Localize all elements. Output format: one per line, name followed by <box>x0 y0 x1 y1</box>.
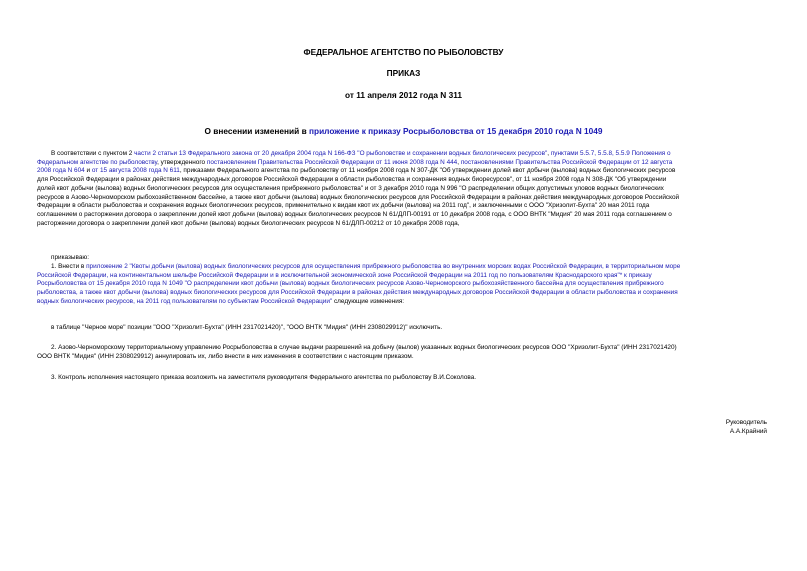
text-run: следующие изменения: <box>332 297 405 305</box>
text-run: 1. Внести в <box>51 263 87 270</box>
text-run: , <box>547 150 551 157</box>
text-run: В соответствии с пунктом 2 <box>51 150 135 157</box>
document-date-number: от 11 апреля 2012 года N 311 <box>345 90 462 100</box>
order-word: приказываю: <box>51 254 89 261</box>
government-resolution-link[interactable]: постановлением Правительства Российской Федерации от 11 июня 2008 года N 444 <box>206 158 458 166</box>
text-run: , утвержденного <box>157 158 207 166</box>
preamble-line <box>37 150 807 159</box>
item-2-paragraph <box>37 344 807 361</box>
preamble-line: Федерации в области рыболовства и сохранения водных биологических ресурсов, применительно к видам квот их добычи (вылова) на 2011 год", и заключенными с ООО "Хризолит-Бухта" 20 мая 2011 года <box>37 202 650 210</box>
text-run: , <box>457 158 461 166</box>
item-1-line[interactable]: рыболовства, а также квот добычи (вылова) водных биологических ресурсов для Российской Федерации в районах действия международных договоров Российской Федерации в области рыболовства и сохранения <box>37 289 678 297</box>
resolution-611-link[interactable]: от 15 августа 2008 года N 611 <box>91 167 180 175</box>
subject-link[interactable]: приложение к приказу Росрыболовства от 15 декабря 2010 года N 1049 <box>308 126 603 136</box>
appendix-title-end-link[interactable]: водных биологических ресурсов, на 2011 год пользователям по субъектам Российской Федерации" <box>37 297 333 305</box>
document-subject <box>0 126 807 136</box>
item-1-change: в таблице "Черное море" позиции "ООО "Хризолит-Бухта" (ИНН 2317021420)", "ООО ВНТК "Мидия" (ИНН 2308029912)" исключить. <box>51 324 443 331</box>
item-1-line <box>37 298 807 307</box>
document-type: ПРИКАЗ <box>386 68 421 78</box>
item-2-line: 2. Азово-Черноморскому территориальному управлению Росрыболовства в случае выдачи разрешений на добычу (вылов) указанных водных биологических ресурсов ООО "Хризолит-Бухта" (ИНН 2317021420) <box>51 344 677 351</box>
signatory-title: Руководитель <box>725 419 767 426</box>
item-1-paragraph <box>37 263 807 307</box>
item-1-line[interactable]: Российской Федерации, на континентальном шельфе Российской Федерации и в исключительной экономической зоне Российской Федерации на 2011 год по пользователям Краснодарского края"* к приказу <box>37 271 652 279</box>
preamble-line: долей квот добычи (вылова) водных биологических ресурсов для осуществления прибрежного рыболовства" и от 3 декабря 2010 года N 996 "О распределении общих допустимых уловов водных биологических <box>37 184 664 192</box>
preamble-line: расторжении договора о закреплении долей квот добычи (вылова) водных биологических ресурсов N 61/ДЛП-00212 от 10 декабря 2008 года, <box>37 219 460 227</box>
resolution-604-link[interactable]: 2008 года N 604 <box>37 167 85 175</box>
item-1-line <box>37 263 807 272</box>
item-1-line[interactable]: Росрыболовства от 15 декабря 2010 года N 1049 "О распределении квот добычи (вылова) водных биологических ресурсов Азово-Черноморского рыбохозяйственного бассейна для осуществления прибрежного <box>37 280 664 288</box>
regulation-points-link[interactable]: пунктами 5.5.7, 5.5.8, 5.5.9 Положения о <box>550 150 671 157</box>
government-resolutions-link[interactable]: постановлениями Правительства Российской Федерации от 12 августа <box>460 158 673 166</box>
agency-title: ФЕДЕРАЛЬНОЕ АГЕНТСТВО ПО РЫБОЛОВСТВУ <box>303 47 504 57</box>
appendix-2-link[interactable]: приложение 2 "Квоты добычи (вылова) водных биологических ресурсов для осуществления прибрежного рыболовства во внутренних морских водах Российской Федерации, в территориальном море <box>86 263 681 270</box>
item-2-line: ООО ВНТК "Мидия" (ИНН 2308029912) аннулировать их, либо внести в них изменения в соответствии с настоящим приказом. <box>37 352 414 360</box>
item-3-paragraph: 3. Контроль исполнения настоящего приказа возложить на заместителя руководителя Федерального агентства по рыболовству В.И.Соколова. <box>51 374 477 381</box>
preamble-line <box>37 167 807 176</box>
preamble-line: ресурсов в Азово-Черноморском рыбохозяйственном бассейне, а также квот добычи (вылова) водных биологических ресурсов для Российской Федерации в районах действия международных договоров Российской <box>37 193 680 201</box>
text-run: и <box>84 167 92 175</box>
agency-regulation-link[interactable]: Федеральном агентстве по рыболовству <box>37 158 158 166</box>
signatory-name: А.А.Крайний <box>729 428 767 435</box>
signature-block <box>726 418 767 436</box>
preamble-paragraph <box>37 150 807 228</box>
subject-prefix: О внесении изменений в <box>204 126 309 136</box>
preamble-line: соглашением о расторжении договора о закреплении долей квот добычи (вылова) водных биологических ресурсов N 61/ДЛП-00191 от 10 декабря 2008 года, с ООО ВНТК "Мидия" 20 мая 2011 года соглашением о <box>37 210 672 218</box>
law-link[interactable]: части 2 статьи 13 Федерального закона от 20 декабря 2004 года N 166-ФЗ "О рыболовстве и сохранении водных биологических ресурсов" <box>134 150 548 157</box>
text-run: , приказами Федерального агентства по рыболовству от 11 ноября 2008 года N 307-ДК "Об утверждении долей квот добычи (вылова) водных биологических ресурсов <box>179 167 676 175</box>
preamble-line: для Российской Федерации в районах действия международных договоров Российской Федерации в области рыболовства и сохранения водных биоресурсов", от 11 ноября 2008 года N 308-ДК "Об утверждении <box>37 176 667 184</box>
